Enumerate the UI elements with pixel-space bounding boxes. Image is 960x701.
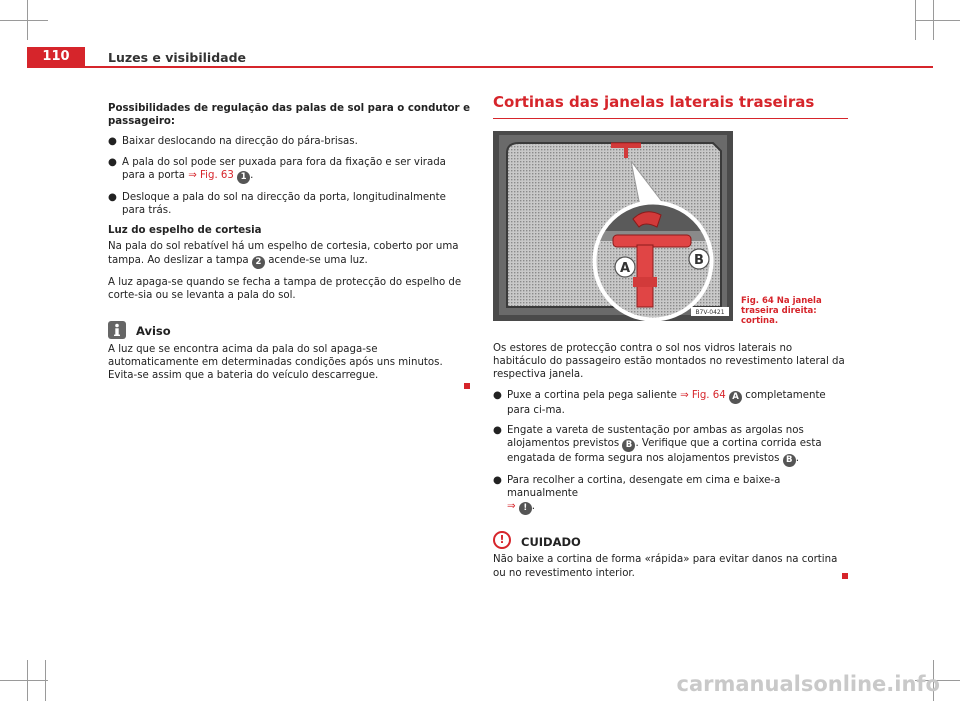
caution-header — [493, 531, 848, 549]
bullet-icon: ● — [108, 156, 117, 168]
bullet-icon: ● — [493, 475, 502, 487]
list-item: ● Baixar deslocando na direcção do pára-brisas. — [108, 136, 358, 148]
section-rule — [493, 118, 848, 119]
sunvisor-heading: Possibilidades de regulação das palas de sol para o condutor e passageiro: — [108, 103, 470, 128]
watermark: carmanualsonline.info — [676, 672, 940, 696]
figure-reference-link[interactable]: ⇒ Fig. 63 — [188, 169, 234, 181]
section-end-mark — [464, 383, 470, 389]
bullet-icon: ● — [108, 191, 117, 203]
running-title: Luzes e visibilidade — [108, 50, 247, 65]
paragraph: Os estores de protecção contra o sol nos vidros laterais no habitáculo do passageiro estão montados no revestimento lateral da respectiva janela. — [493, 343, 845, 381]
crop-mark — [915, 20, 960, 21]
callout-badge: A — [729, 391, 742, 404]
info-icon — [108, 321, 126, 339]
caution-title: CUIDADO — [521, 534, 581, 549]
list-item: ● A pala do sol pode ser puxada para fora da fixação e ser virada para a porta ⇒ Fig. 63 1 . — [108, 156, 446, 182]
bullet-icon: ● — [493, 389, 502, 401]
caution-text: Não baixe a cortina de forma «rápida» para evitar danos na cortina ou no revestimento interior. — [493, 554, 838, 579]
paragraph: A luz apaga-se quando se fecha a tampa de protecção do espelho de corte-sia ou se levanta a pala do sol. — [108, 276, 462, 301]
note-text: A luz que se encontra acima da pala do sol apaga-se automaticamente em determinadas condições após uns minutos. Evita-se assim que a bateria do veículo descarregue. — [108, 344, 443, 382]
bullet-icon: ● — [493, 424, 502, 436]
figure-code: B7V-0421 — [695, 309, 725, 316]
page-number-box — [27, 47, 85, 67]
paragraph: Na pala do sol rebatível há um espelho de cortesia, coberto por uma tampa. Ao deslizar a tampa 2 acende-se uma luz. — [108, 241, 459, 267]
section-end-mark — [842, 573, 848, 579]
section-title: Cortinas das janelas laterais traseiras — [493, 93, 815, 111]
figure-reference-link[interactable]: ⇒ Fig. 64 — [680, 389, 726, 401]
callout-badge: B — [783, 454, 796, 467]
vanity-mirror-heading: Luz do espelho de cortesia — [108, 225, 262, 237]
callout-b-label: B — [694, 253, 704, 268]
crop-mark — [0, 20, 48, 21]
callout-a-label: A — [619, 261, 631, 276]
note-title: Aviso — [136, 324, 171, 339]
list-item: ● Desloque a pala do sol na direcção da porta, longitudinalmente para trás. — [108, 191, 446, 217]
window-curtain-figure — [493, 131, 733, 321]
figure-row — [493, 131, 848, 328]
figure-caption: Fig. 64 Na janela traseira direita: cortina. — [741, 296, 822, 326]
header-rule — [27, 66, 933, 68]
crop-mark — [0, 680, 48, 681]
caution-badge: ! — [519, 502, 532, 515]
callout-badge: 1 — [237, 171, 250, 184]
list-item: ● Puxe a cortina pela pega saliente ⇒ Fig. 64 A completamente para ci-ma. — [493, 389, 826, 416]
warning-reference-link[interactable]: ⇒ — [507, 501, 516, 513]
bullet-icon: ● — [108, 136, 117, 148]
callout-badge: 2 — [252, 256, 265, 269]
caution-icon: ! — [493, 531, 511, 549]
page-number: 110 — [42, 49, 70, 64]
list-item: ● Engate a vareta de sustentação por ambas as argolas nos alojamentos previstos B . Verifique que a cortina corrida esta engatada de forma segura nos alojamentos previstos B . — [493, 424, 822, 466]
list-item: ● Para recolher a cortina, desengate em cima e baixe-a manualmente ⇒ ! . — [493, 475, 781, 514]
right-column — [493, 93, 848, 579]
left-column — [108, 102, 470, 389]
note-header — [108, 321, 470, 339]
callout-badge: B — [622, 439, 635, 452]
